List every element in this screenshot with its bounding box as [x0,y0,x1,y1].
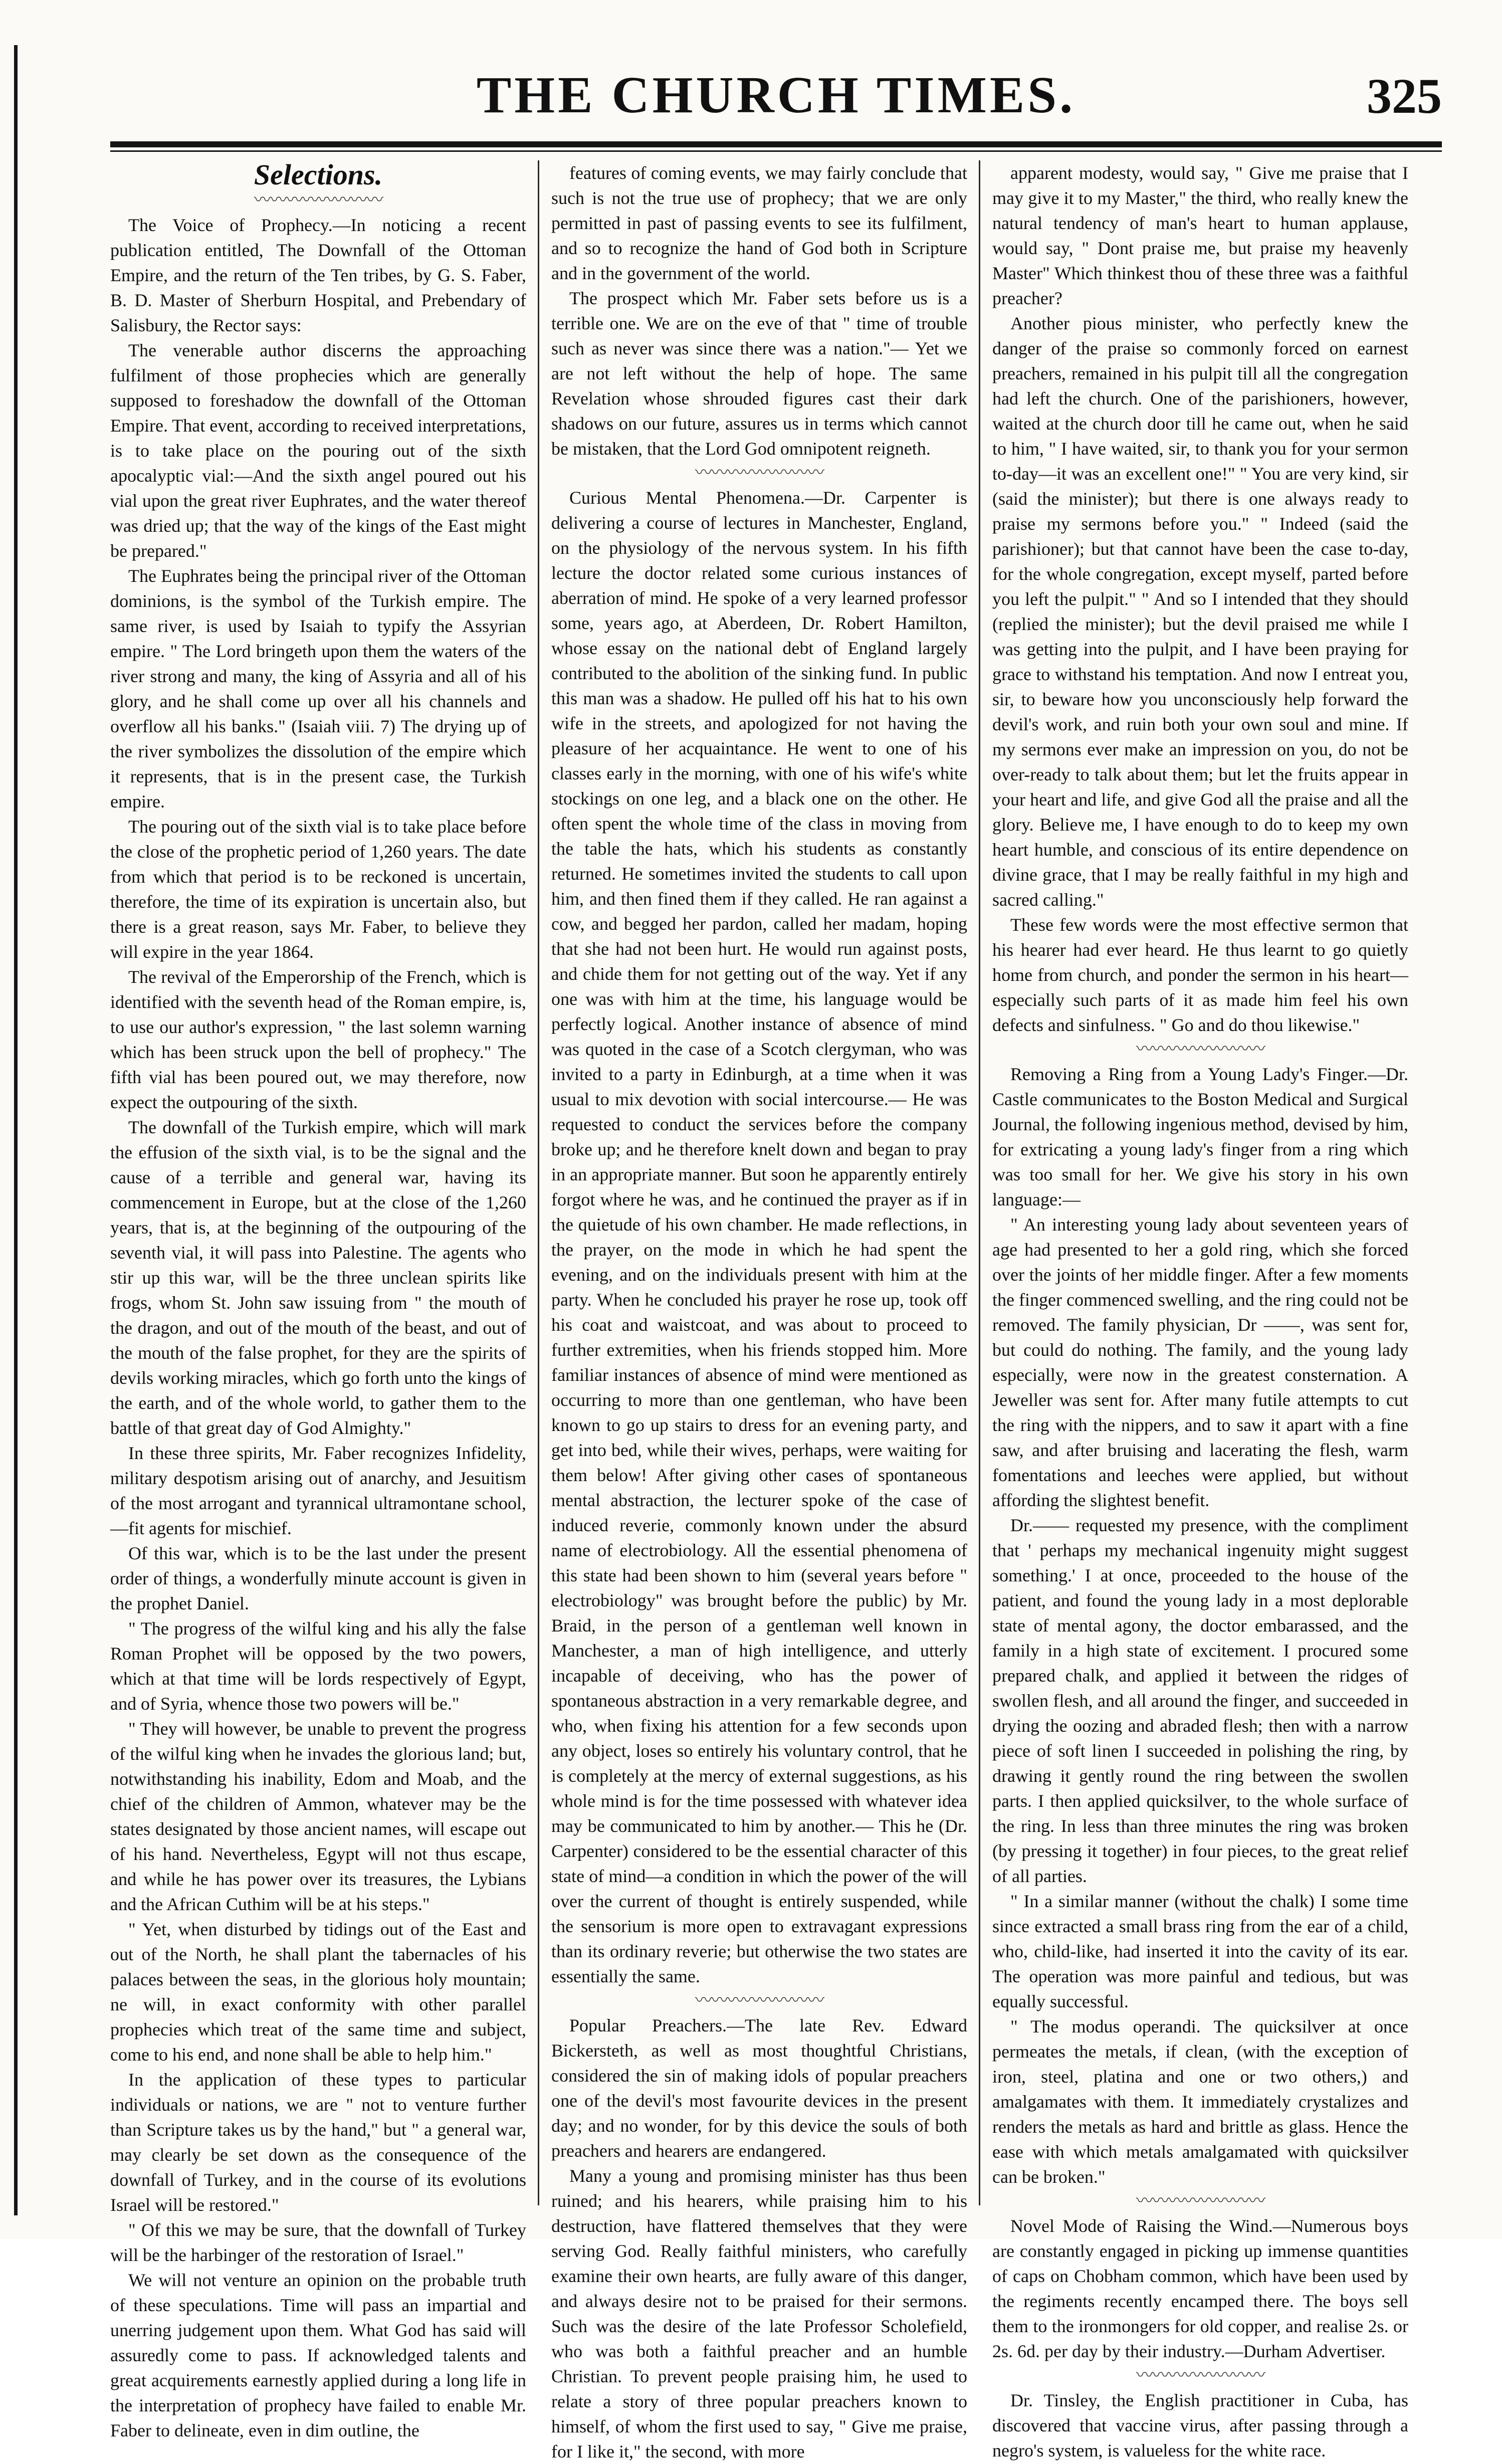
header-thin-rule [110,150,1442,152]
paragraph: Dr.—— requested my presence, with the compliment that ' perhaps my mechanical ingenuity might suggest something.' I at once, proceeded to the house of the patient, and found the young lady in a most deplorable state of mental agony, the doctor embarassed, and the family in a high state of excitement. I procured some prepared chalk, and applied it between the ridges of swollen flesh, and all around the finger, and succeeded in drying the oozing and abraded flesh; then with a narrow piece of soft linen I succeeded in polishing the ring, by drawing it gently round the ring between the swollen parts. I then applied quicksilver, to the whole surface of the ring. In less than three minutes the ring was broken (by pressing it together) in four pieces, to the great relief of all parties. [992,1515,1408,1886]
selections-heading: Selections. [254,158,383,191]
binding-edge-rule [14,45,18,2215]
paragraph: " The modus operandi. The quicksilver at once permeates the metals, if clean, (with the exception of iron, steel, platina and one or two others,) and amalgamates with them. It immediately crystalizes and renders the metals as hard and brittle as glass. Hence the ease with which metals amalgamated with quicksilver can be broken." [992,2016,1408,2187]
column-divider-2 [979,160,980,2205]
paragraph: In the application of these types to particular individuals or nations, we are " not to venture further than Scripture takes us by the hand," but " a general war, may clearly be set down as the consequence of the downfall of Turkey, and in the course of its evolutions Israel will be restored." [110,2070,526,2215]
wavy-divider: 〰〰〰〰〰〰〰〰 [1136,2192,1264,2210]
article-novel-mode-raising-wind: Novel Mode of Raising the Wind.—Numerous boys are constantly engaged in picking up immense quantities of caps on Chobham common, which have been used by the regiments recently encamped there. The boys sell them to the ironmongers for old copper, and realise 2s. or 2s. 6d. per day by their industry.—Durham Advertiser. [992,2216,1408,2361]
header-thick-rule [110,141,1442,147]
wavy-divider: 〰〰〰〰〰〰〰〰 [254,191,382,210]
paragraph: " In a similar manner (without the chalk) I some time since extracted a small brass ring from the ear of a child, who, child-like, had inserted it into the cavity of its ear. The operation was more painful and tedious, but was equally successful. [992,1891,1408,2011]
article-popular-preachers: Popular Preachers.—The late Rev. Edward Bickersteth, as well as most thoughtful Christians, considered the sin of making idols of popular preachers one of the devil's most favourite devices in the present day; and no wonder, for by this device the souls of both preachers and hearers are endangered. [551,2015,967,2161]
paragraph: Another pious minister, who perfectly knew the danger of the praise so commonly forced on earnest preachers, remained in his pulpit till all the congregation had left the church. One of the parishioners, however, waited at the church door till he came out, when he said to him, " I have waited, sir, to thank you for your sermon to-day—it was an excellent one!" " You are very kind, sir (said the minister); but there is one always ready to praise my sermons before you." " Indeed (said the parishioner); but that cannot have been the case to-day, for the whole congregation, except myself, parted before you left the pulpit." " And so I intended that they should (replied the minister); but the devil praised me while I was getting into the pulpit, and I have been praying for grace to withstand his temptation. And now I entreat you, sir, to beware how you unconsciously help forward the devil's work, and ruin both your own soul and mine. If my sermons ever make an impression on you, do not be over-ready to talk about them; but let the fruits appear in your heart and life, and give God all the praise and all the glory. Believe me, I have enough to do to keep my own heart humble, and conscious of its entire dependence on divine grace, that I may be really faithful in my high and sacred calling." [992,313,1408,910]
paragraph: These few words were the most effective sermon that his hearer had ever heard. He thus learnt to go quietly home from church, and ponder the sermon in his heart—especially such parts of it as made him feel his own defects and sinfulness. " Go and do thou likewise." [992,915,1408,1035]
paragraph: We will not venture an opinion on the probable truth of these speculations. Time will pass an impartial and unerring judgement upon them. What God has said will assuredly come to pass. If acknowledged talents and great acquirements earnestly applied during a long life in the interpretation of prophecy have failed to enable Mr. Faber to delineate, even in dim outline, the [110,2270,526,2440]
wavy-divider: 〰〰〰〰〰〰〰〰 [1136,2366,1264,2385]
wavy-divider: 〰〰〰〰〰〰〰〰 [695,1991,823,2010]
article-vaccine-virus: Dr. Tinsley, the English practitioner in Cuba, has discovered that vaccine virus, after passing through a negro's system, is valueless for the white race. [992,2390,1408,2460]
paragraph: In these three spirits, Mr. Faber recognizes Infidelity, military despotism arising out of anarchy, and Jesuitism of the most arrogant and tyrannical ultramontane school,—fit agents for mischief. [110,1443,526,1538]
article-voice-of-prophecy-intro: The Voice of Prophecy.—In noticing a recent publication entitled, The Downfall of the Ottoman Empire, and the return of the Ten tribes, by G. S. Faber, B. D. Master of Sherburn Hospital, and Prebendary of Salisbury, the Rector says: [110,215,526,335]
paragraph: " Yet, when disturbed by tidings out of the East and out of the North, he shall plant the tabernacles of his palaces between the seas, in the glorious holy mountain; ne will, in exact conformity with other parallel prophecies which treat of the same time and subject, come to his end, and none shall be able to help him." [110,1919,526,2065]
wavy-divider: 〰〰〰〰〰〰〰〰 [1136,1040,1264,1059]
wavy-divider: 〰〰〰〰〰〰〰〰 [695,464,823,482]
masthead-title: THE CHURCH TIMES. [476,66,1076,124]
paragraph: apparent modesty, would say, " Give me praise that I may give it to my Master," the third, who really knew the natural tendency of man's heart to human applause, would say, " Dont praise me, but praise my heavenly Master" Which thinkest thou of these three was a faithful preacher? [992,163,1408,308]
paragraph: The Euphrates being the principal river of the Ottoman dominions, is the symbol of the Turkish empire. The same river, is used by Isaiah to typify the Assyrian empire. " The Lord bringeth upon them the waters of the river strong and many, the king of Assyria and all of his glory, and he shall come up over all his channels and overflow all his banks." (Isaiah viii. 7) The drying up of the river symbolizes the dissolution of the empire which it represents, that is in the present case, the Turkish empire. [110,566,526,811]
column-divider-1 [538,160,539,2205]
paragraph: The prospect which Mr. Faber sets before us is a terrible one. We are on the eve of that " time of trouble such as never was since there was a nation."— Yet we are not left without the help of hope. The same Revelation whose shrouded figures cast their dark shadows on our future, assures us in terms which cannot be mistaken, that the Lord God omnipotent reigneth. [551,288,967,459]
paragraph: " Of this we may be sure, that the downfall of Turkey will be the harbinger of the restoration of Israel." [110,2220,526,2265]
page-number: 325 [1367,68,1442,124]
paragraph: Many a young and promising minister has thus been ruined; and his hearers, while praising him to his destruction, have flattered themselves that they were serving God. Really faithful ministers, who carefully examine their own hearts, are fully aware of this danger, and always desire not to be praised for their sermons. Such was the desire of the late Professor Scholefield, who was both a faithful preacher and an humble Christian. To prevent people praising him, he used to relate a story of three popular preachers known to himself, of whom the first used to say, " Give me praise, for I like it," the second, with more [551,2166,967,2461]
paragraph: " They will however, be unable to prevent the progress of the wilful king when he invades the glorious land; but, notwithstanding his inability, Edom and Moab, and the chief of the children of Ammon, whatever may be the states designated by those ancient names, will escape out of his hand. Nevertheless, Egypt will not thus escape, and while he has power over its treasures, the Lybians and the African Cuthim will be at his steps." [110,1719,526,1914]
paragraph: The venerable author discerns the approaching fulfilment of those prophecies which are generally supposed to foreshadow the downfall of the Ottoman Empire. That event, according to received interpretations, is to take place on the pouring out of the sixth apocalyptic vial:—And the sixth angel poured out his vial upon the great river Euphrates, and the water thereof was dried up; that the way of the kings of the East might be prepared." [110,340,527,561]
paragraph: features of coming events, we may fairly conclude that such is not the true use of prophecy; that we are only permitted in past of passing events to see its fulfilment, and so to recognize the hand of God both in Scripture and in the government of the world. [551,163,967,283]
column-1 [110,158,527,2440]
paragraph: " An interesting young lady about seventeen years of age had presented to her a gold ring, which she forced over the joints of her middle finger. After a few moments the finger commenced swelling, and the ring could not be removed. The family physician, Dr ——, was sent for, but could do nothing. The family, and the young lady especially, were now in the greatest consternation. A Jeweller was sent for. After many futile attempts to cut the ring with the nippers, and to saw it apart with a fine saw, and after bruising and lacerating the flesh, warm fomentations and leeches were applied, but without affording the slightest benefit. [992,1214,1408,1510]
page-header [110,60,1442,135]
paragraph: Of this war, which is to be the last under the present order of things, a wonderfully minute account is given in the prophet Daniel. [110,1543,526,1613]
article-removing-a-ring: Removing a Ring from a Young Lady's Finger.—Dr. Castle communicates to the Boston Medical and Surgical Journal, the following ingenious method, devised by him, for extricating a young lady's finger from a ring which was too small for her. We give his story in his own language:— [992,1064,1408,1209]
paragraph: The revival of the Emperorship of the French, which is identified with the seventh head of the Roman empire, is, to use our author's expression, " the last solemn warning which has been struck upon the bell of prophecy." The fifth vial has been poured out, we may therefore, now expect the outpouring of the sixth. [110,967,526,1112]
column-2 [551,160,967,2461]
paragraph: " The progress of the wilful king and his ally the false Roman Prophet will be opposed by the two powers, which at that time will be lords respectively of Egypt, and of Syria, whence those two powers will be." [110,1618,526,1714]
paragraph: The pouring out of the sixth vial is to take place before the close of the prophetic period of 1,260 years. The date from which that period is to be reckoned is uncertain, therefore, the time of its expiration is uncertain also, but there is a great reason, says Mr. Faber, to believe they will expire in the year 1864. [110,816,526,962]
column-3 [992,160,1408,2460]
paragraph: The downfall of the Turkish empire, which will mark the effusion of the sixth vial, is to be the signal and the cause of a terrible and general war, having its commencement in Europe, but at the close of the 1,260 years, that is, at the beginning of the outpouring of the seventh vial, it will pass into Palestine. The agents who stir up this war, will be the three unclean spirits like frogs, whom St. John saw issuing from " the mouth of the dragon, and out of the mouth of the beast, and out of the mouth of the false prophet, for they are the spirits of devils working miracles, which go forth unto the kings of the earth, and of the whole world, to gather them to the battle of that great day of God Almighty." [110,1117,526,1438]
article-curious-mental-phenomena: Curious Mental Phenomena.—Dr. Carpenter is delivering a course of lectures in Manchester, England, on the physiology of the nervous system. In his fifth lecture the doctor related some curious instances of aberration of mind. He spoke of a very learned professor some, years ago, at Aberdeen, Dr. Robert Hamilton, whose essay on the national debt of England largely contributed to the abolition of the sinking fund. In public this man was a shadow. He pulled off his hat to his own wife in the streets, and apologized for not having the pleasure of her acquaintance. He went to one of his classes early in the morning, with one of his wife's white stockings on one leg, and a black one on the other. He often spent the whole time of the class in moving from the table the hats, which his students as constantly returned. He sometimes invited the students to call upon him, and then fined them if they called. He ran against a cow, and begged her pardon, called her madam, hoping that she had not been hurt. He would run against posts, and chide them for not getting out of the way. Yet if any one was with him at the time, his language would be perfectly logical. Another instance of absence of mind was quoted in the case of a Scotch clergyman, who was invited to a party in Edinburgh, at a time when it was usual to mix devotion with social intercourse.— He was requested to conduct the services before the company broke up; and he therefore knelt down and began to pray in an appropriate manner. But soon he apparently entirely forgot where he was, and he continued the prayer as if in the quietude of his own chamber. He made reflections, in the prayer, on the mode in which he had spent the evening, and on the individuals present with him at the party. When he concluded his prayer he rose up, took off his coat and waistcoat, and was about to proceed to further extremities, when his friends stopped him. More familiar instances of absence of mind were mentioned as occurring to more than one gentleman, who have been known to go up stairs to dress for an evening party, and get into bed, while their wives, perhaps, were waiting for them below! After giving other cases of spontaneous mental abstraction, the lecturer spoke of the case of induced reverie, commonly known under the absurd name of electrobiology. All the essential phenomena of this state had been shown to him (several years before " electrobiology" was brought before the public) by Mr. Braid, in the person of a gentleman well known in Manchester, a man of high intelligence, and utterly incapable of deceiving, who has the power of spontaneous abstraction in a very remarkable degree, and who, when fixing his attention for a few seconds upon any object, loses so entirely his voluntary control, that he is completely at the mercy of external suggestions, as his whole mind is for the time possessed with whatever idea may be communicated to him by another.— This he (Dr. Carpenter) considered to be the essential character of this state of mind—a condition in which the power of the will over the current of thought is entirely suspended, while the sensorium is more open to extravagant expressions than its ordinary reverie; but otherwise the two states are essentially the same. [551,488,967,1986]
